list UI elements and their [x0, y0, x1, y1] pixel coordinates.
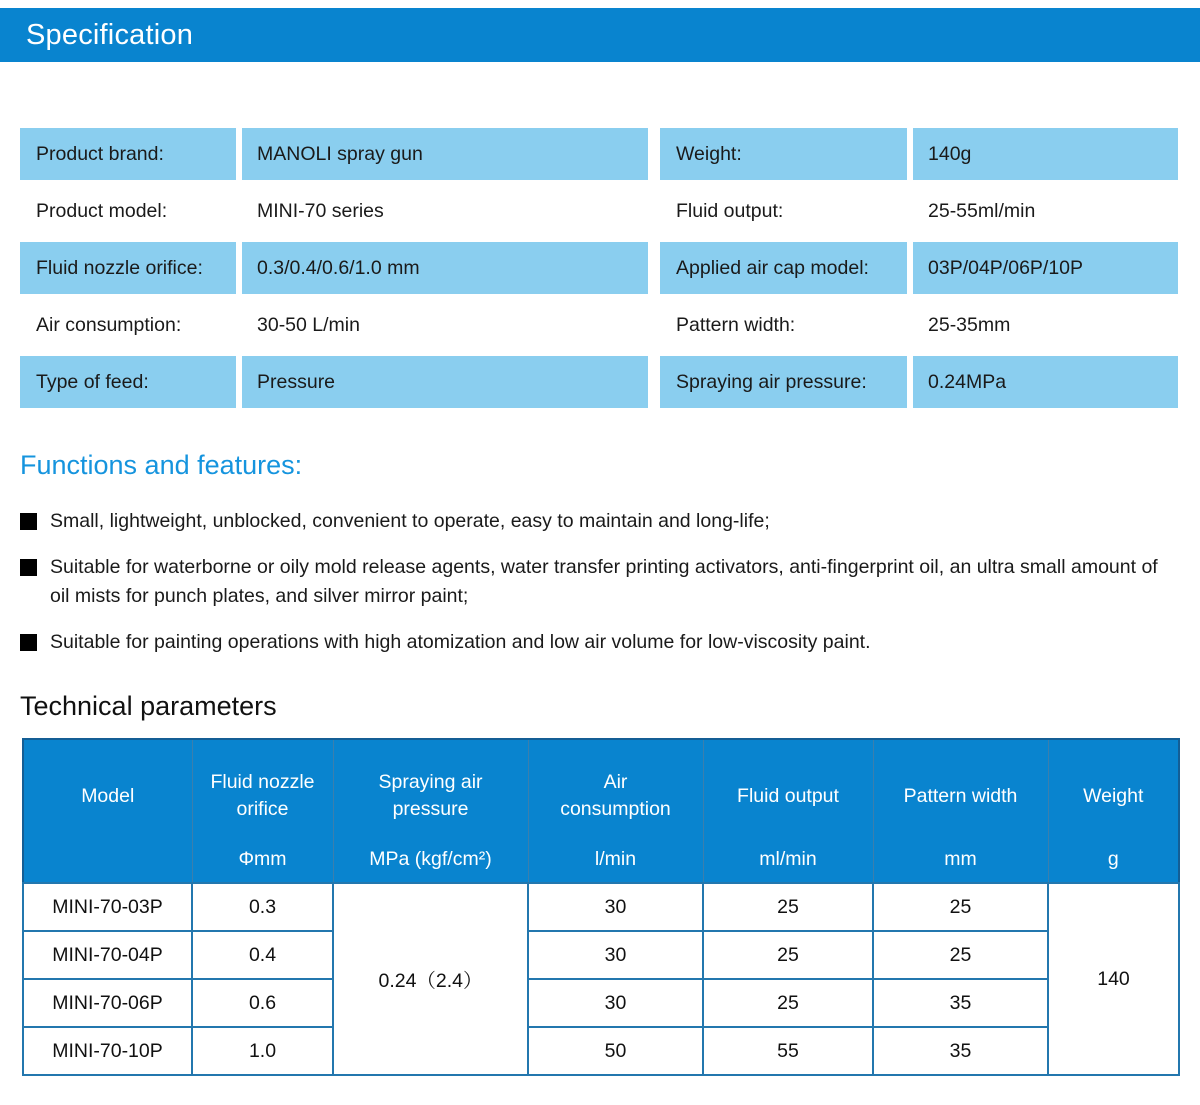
page-title: Specification	[26, 18, 194, 51]
spec-value: 03P/04P/06P/10P	[913, 242, 1178, 294]
cell-air-consumption: 30	[528, 979, 703, 1027]
column-header-weight: Weight g	[1048, 739, 1179, 883]
spec-label: Applied air cap model:	[660, 242, 907, 294]
column-header-pattern-width: Pattern width mm	[873, 739, 1048, 883]
cell-orifice: 1.0	[192, 1027, 333, 1075]
spec-value: MANOLI spray gun	[242, 128, 648, 180]
feature-text: Suitable for painting operations with high atomization and low air volume for low-viscosity paint.	[50, 631, 871, 653]
table-row	[23, 979, 1179, 1027]
spec-row-pattern-width	[660, 299, 1178, 351]
spec-row-type-of-feed	[20, 356, 648, 408]
spec-row-weight	[660, 128, 1178, 180]
spec-value: 25-55ml/min	[928, 199, 1036, 222]
square-bullet-icon	[20, 513, 37, 530]
column-header-fluid-output: Fluid output ml/min	[703, 739, 873, 883]
cell-orifice: 0.6	[192, 979, 333, 1027]
table-row	[23, 931, 1179, 979]
spec-label: Fluid output:	[676, 199, 784, 222]
table-header	[23, 739, 1179, 883]
column-header-fluid-nozzle-orifice: Fluid nozzle orifice Φmm	[192, 739, 333, 883]
title-bar	[0, 8, 1200, 62]
cell-fluid-output: 55	[703, 1027, 873, 1075]
spec-value: Pressure	[242, 356, 648, 408]
cell-pattern-width: 35	[873, 1027, 1048, 1075]
table-row	[23, 883, 1179, 931]
cell-fluid-output: 25	[703, 931, 873, 979]
spec-label: Product brand:	[20, 128, 236, 180]
spec-value: 25-35mm	[928, 313, 1011, 336]
spec-label: Weight:	[660, 128, 907, 180]
page	[0, 8, 1200, 1076]
column-header-air-consumption: Air consumption l/min	[528, 739, 703, 883]
cell-orifice: 0.3	[192, 883, 333, 931]
technical-parameters-table	[22, 738, 1180, 1076]
cell-fluid-output: 25	[703, 979, 873, 1027]
spec-table-left	[20, 128, 648, 408]
features-heading: Functions and features:	[20, 450, 303, 480]
spec-row-fluid-output	[660, 185, 1178, 237]
cell-pattern-width: 25	[873, 931, 1048, 979]
cell-pattern-width: 35	[873, 979, 1048, 1027]
spec-row-product-model	[20, 185, 648, 237]
spec-tables	[20, 128, 1178, 408]
spec-row-air-consumption	[20, 299, 648, 351]
spec-label: Product model:	[36, 199, 168, 222]
spec-value: MINI-70 series	[257, 199, 384, 222]
spec-value: 0.3/0.4/0.6/1.0 mm	[242, 242, 648, 294]
spec-value: 140g	[913, 128, 1178, 180]
feature-item	[20, 553, 1170, 611]
spec-label: Type of feed:	[20, 356, 236, 408]
features-list	[20, 507, 1180, 657]
feature-text: Small, lightweight, unblocked, convenient to operate, easy to maintain and long-life;	[50, 510, 770, 532]
cell-spraying-air-pressure: 0.24（2.4）	[333, 883, 528, 1075]
spec-row-spraying-air-pressure	[660, 356, 1178, 408]
square-bullet-icon	[20, 559, 37, 576]
spec-value: 30-50 L/min	[257, 313, 360, 336]
spec-value: 0.24MPa	[913, 356, 1178, 408]
feature-text: Suitable for waterborne or oily mold release agents, water transfer printing activators, anti-fingerprint oil, an ultra small amount of oil mists for punch plates, and silver mirror paint;	[50, 556, 1158, 607]
spec-label: Pattern width:	[676, 313, 796, 336]
cell-model: MINI-70-10P	[23, 1027, 192, 1075]
spec-label: Spraying air pressure:	[660, 356, 907, 408]
cell-orifice: 0.4	[192, 931, 333, 979]
cell-model: MINI-70-04P	[23, 931, 192, 979]
square-bullet-icon	[20, 634, 37, 651]
cell-weight: 140	[1048, 883, 1179, 1075]
spec-row-fluid-nozzle-orifice	[20, 242, 648, 294]
cell-air-consumption: 30	[528, 883, 703, 931]
spec-table-right	[660, 128, 1178, 408]
column-header-spraying-air-pressure: Spraying air pressure MPa (kgf/cm²)	[333, 739, 528, 883]
cell-model: MINI-70-06P	[23, 979, 192, 1027]
spec-label: Fluid nozzle orifice:	[20, 242, 236, 294]
cell-fluid-output: 25	[703, 883, 873, 931]
table-body	[23, 883, 1179, 1075]
table-row	[23, 1027, 1179, 1075]
feature-item	[20, 507, 1170, 536]
spec-row-product-brand	[20, 128, 648, 180]
spec-label: Air consumption:	[36, 313, 182, 336]
technical-parameters-heading: Technical parameters	[20, 691, 277, 721]
cell-model: MINI-70-03P	[23, 883, 192, 931]
cell-pattern-width: 25	[873, 883, 1048, 931]
feature-item	[20, 628, 1170, 657]
spec-row-applied-air-cap-model	[660, 242, 1178, 294]
cell-air-consumption: 50	[528, 1027, 703, 1075]
column-header-model: Model	[23, 739, 192, 883]
cell-air-consumption: 30	[528, 931, 703, 979]
